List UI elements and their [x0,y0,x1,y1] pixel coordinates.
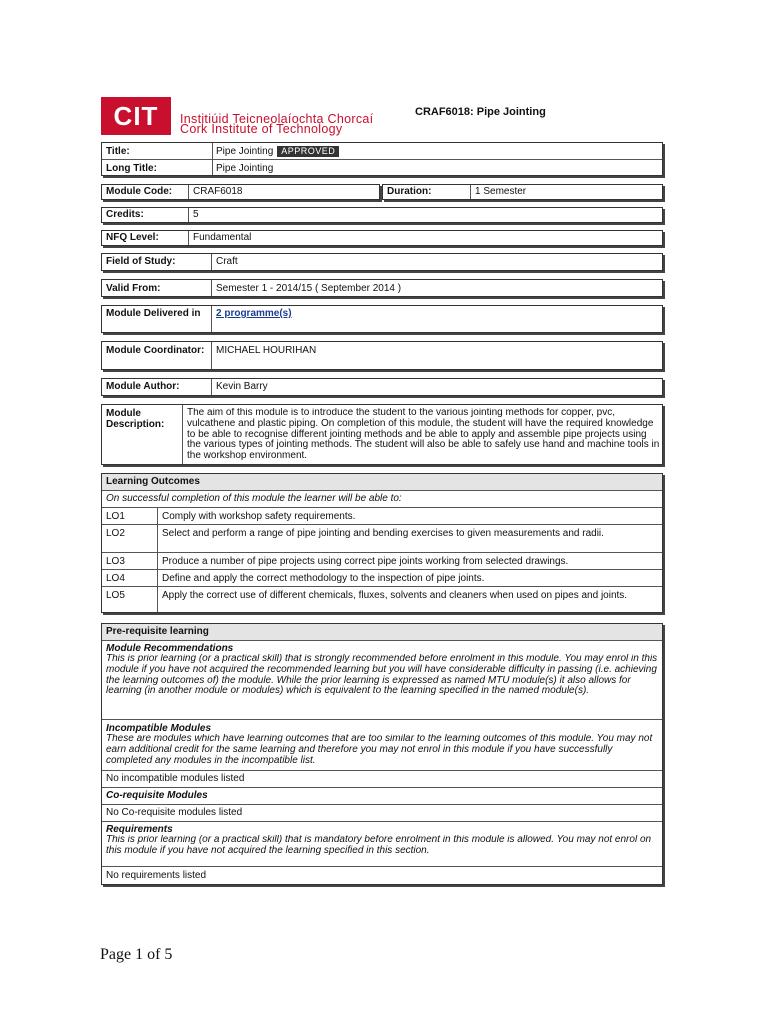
lo-code: LO4 [106,573,125,584]
author-table [101,378,663,396]
valid-from-label: Valid From: [106,283,161,294]
long-title-value: Pipe Jointing [216,163,274,174]
requirements-text: This is prior learning (or a practical skill) that is mandatory before enrolment in this module is allowed. You may not enrol on this module if you have not acquired the learning specified in this section. [106,835,652,856]
recommendations-title: Module Recommendations [106,643,234,654]
recommendations-text: This is prior learning (or a practical skill) that is strongly recommended before enrolment in this module. You may enrol in this module if you have not acquired the recommended learning but you will have considerable difficulty in passing (i.e. achieving the learning outcomes of) the module. While the prior learning is expressed as named MTU module(s) it also allows for learning (in another module or modules) which is equivalent to the learning specified in the named module(s). [106,654,658,697]
duration-value: 1 Semester [475,186,527,197]
delivered-in-label: Module Delivered in [106,308,201,319]
field-of-study-label: Field of Study: [106,256,176,267]
lo-code: LO3 [106,556,125,567]
coreq-title: Co-requisite Modules [106,790,208,801]
field-of-study-table [101,253,663,271]
status-badge: APPROVED [277,146,339,157]
institute-name-english: Cork Institute of Technology [180,122,343,136]
title-label: Title: [106,146,130,157]
institute-name-irish: Institiúid Teicneolaíochta Chorcaí [180,112,374,126]
incompatible-text: These are modules which have learning outcomes that are too similar to the learning outcomes of this module. You may not earn additional credit for the same learning and therefore you may not enrol in this module if you have successfully completed any modules in the incompatible list. [106,734,653,766]
incompatible-title: Incompatible Modules [106,723,212,734]
author-label: Module Author: [106,381,180,392]
page-number: Page 1 of 5 [100,946,173,963]
coordinator-table [101,341,663,370]
logo-text: CIT [113,101,159,131]
valid-from-table [101,279,663,297]
module-code-label: Module Code: [106,186,173,197]
delivered-in-table [101,305,663,333]
credits-label: Credits: [106,209,144,220]
duration-table [382,184,663,200]
lo-text: Comply with workshop safety requirements. [162,511,356,522]
lo-text: Produce a number of pipe projects using correct pipe joints working from selected drawings. [162,556,569,567]
document-title: CRAF6018: Pipe Jointing [415,106,546,118]
module-code-table [101,184,380,200]
nfq-table [101,230,663,246]
description-label: Module Description: [106,408,165,430]
nfq-value: Fundamental [193,232,252,243]
field-of-study-value: Craft [216,256,238,267]
programmes-link[interactable]: 2 programme(s) [216,308,292,319]
title-table [101,142,663,176]
lo-code: LO2 [106,528,125,539]
module-code-value: CRAF6018 [193,186,243,197]
credits-table [101,207,663,223]
coordinator-value: MICHAEL HOURIHAN [216,345,317,356]
credits-value: 5 [193,209,199,220]
prerequisite-table [101,623,663,885]
lo-text: Define and apply the correct methodology to the inspection of pipe joints. [162,573,485,584]
learning-outcomes-table [101,473,663,613]
long-title-label: Long Title: [106,163,157,174]
lo-code: LO5 [106,590,125,601]
coreq-value: No Co-requisite modules listed [106,807,243,818]
nfq-label: NFQ Level: [106,232,159,243]
lo-text: Apply the correct use of different chemicals, fluxes, solvents and cleaners when used on pipes and joints. [162,590,628,601]
learning-outcomes-heading: Learning Outcomes [102,474,662,490]
author-value: Kevin Barry [216,381,268,392]
learning-outcomes-intro: On successful completion of this module the learner will be able to: [106,493,402,504]
prerequisite-heading: Pre-requisite learning [102,624,662,640]
duration-label: Duration: [387,186,432,197]
programmes-link-wrap [216,308,292,319]
title-value-wrap [216,146,656,157]
incompatible-value: No incompatible modules listed [106,773,245,784]
lo-code: LO1 [106,511,125,522]
requirements-title: Requirements [106,824,173,835]
requirements-value: No requirements listed [106,870,207,881]
title-value: Pipe Jointing [216,146,274,157]
coordinator-label: Module Coordinator: [106,345,205,356]
description-table [101,404,663,465]
valid-from-value: Semester 1 - 2014/15 ( September 2014 ) [216,283,402,294]
description-value: The aim of this module is to introduce the student to the various jointing methods for copper, pvc, vulcathene and plastic piping. On completion of this module, the student will have the required knowledge to be able to recognise different jointing methods and be able to apply and assemble pipe projects using the various types of jointing methods. The student will also be able to safely use hand and machine tools in the workshop environment. [187,408,660,462]
lo-text: Select and perform a range of pipe jointing and bending exercises to given measurements and radii. [162,528,604,539]
